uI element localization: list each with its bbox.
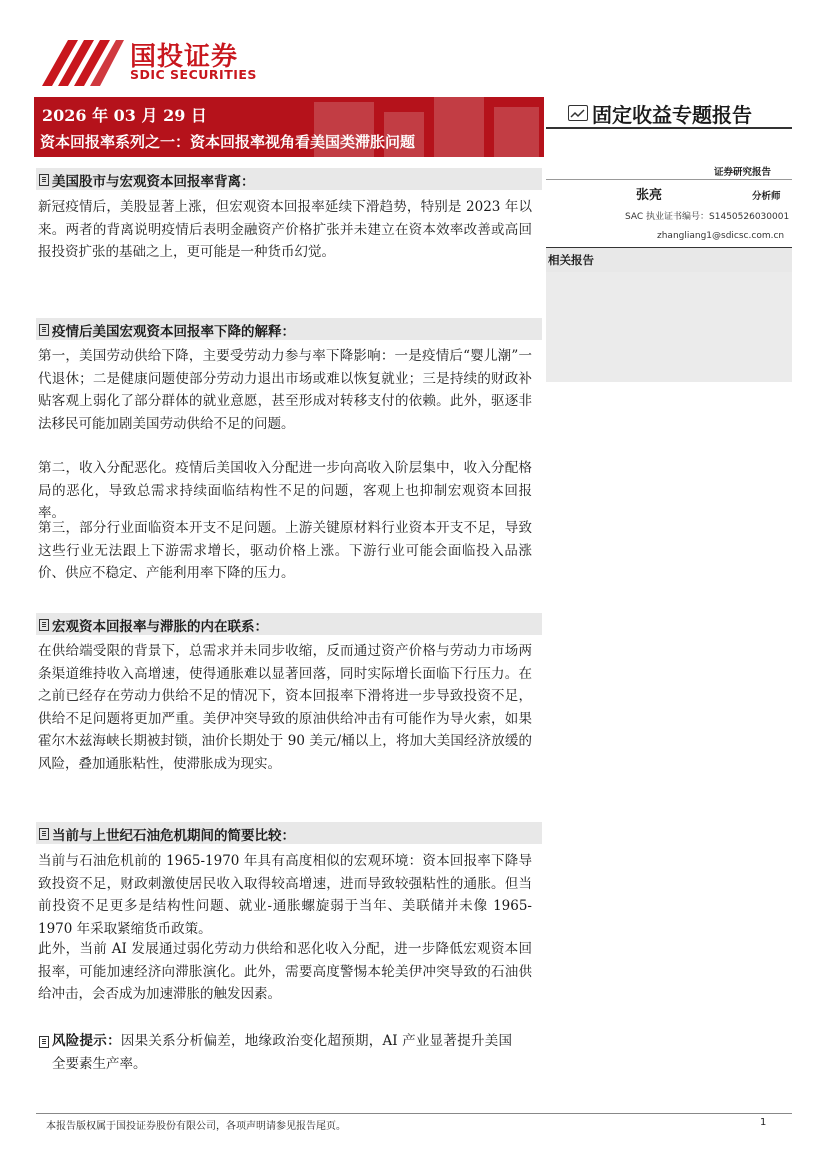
- section-heading: [36, 613, 542, 635]
- company-logo: [38, 36, 268, 92]
- related-reports-list: [546, 272, 792, 382]
- sac-number: SAC 执业证书编号：S1450526030001: [625, 212, 790, 222]
- document-icon: [39, 1036, 49, 1048]
- report-type-label: 固定收益专题报告: [592, 103, 752, 127]
- report-date: 2026 年 03 月 29 日: [42, 106, 207, 125]
- paragraph: 新冠疫情后，美股显著上涨，但宏观资本回报率延续下滑趋势，特别是 2023 年以来。两者的背离说明疫情后表明金融资产价格扩张并未建立在资本效率改善或高回报投资扩张的基础之上，更可能是一种货币幻觉。: [38, 199, 532, 260]
- analyst-email[interactable]: zhangliang1@sdicsc.com.cn: [657, 231, 785, 241]
- paragraph: 此外，当前 AI 发展通过弱化劳动力供给和恶化收入分配，进一步降低宏观资本回报率，可能加速经济向滞胀演化。此外，需要高度警惕本轮美伊冲突导致的石油供给冲击，会否成为加速滞胀的触发因素。: [38, 941, 532, 1002]
- analyst-name: 张亮: [636, 188, 663, 203]
- logo-chinese-name: 国投证券: [130, 42, 239, 72]
- risk-text: 因果关系分析偏差，地缘政治变化超预期，AI 产业显著提升美国全要素生产率。: [52, 1033, 513, 1072]
- paragraph: 在供给端受限的背景下，总需求并未同步收缩，反而通过资产价格与劳动力市场两条渠道维持收入高增速，使得通胀难以显著回落，同时实际增长面临下行压力。在之前已经存在劳动力供给不足的情况下，资本回报率下滑将进一步导致投资不足，供给不足问题将更加严重。美伊冲突导致的原油供给冲击有可能作为导火索，如果霍尔木兹海峡长期被封锁，油价长期处于 90 美元/桶以上，将加大美国经济放缓的风险，叠加通胀粘性，使滞胀成为现实。: [38, 643, 532, 772]
- paragraph: 当前与石油危机前的 1965-1970 年具有高度相似的宏观环境：资本回报率下降导致投资不足，财政刺激使居民收入取得较高增速，进而导致较强粘性的通胀。但当前投资不足更多是结构性问题、就业-通胀螺旋弱于当年、美联储并未像 1965-1970 年采取紧缩货币政策。: [38, 853, 532, 937]
- related-reports-header: [546, 247, 792, 272]
- page-number: 1: [760, 1117, 767, 1128]
- report-category: 证券研究报告: [714, 167, 772, 178]
- report-type-header: [568, 99, 794, 129]
- section-heading-text: 宏观资本回报率与滞胀的内在联系：: [52, 619, 268, 635]
- analyst-role: 分析师: [752, 191, 781, 202]
- report-banner: [34, 97, 544, 157]
- chart-icon: [568, 105, 588, 121]
- report-title: 资本回报率系列之一：资本回报率视角看美国类滞胀问题: [40, 133, 416, 151]
- logo-english-name: SDIC SECURITIES: [130, 67, 257, 82]
- footer-disclaimer: 本报告版权属于国投证券股份有限公司，各项声明请参见报告尾页。: [46, 1121, 346, 1132]
- section-heading-text: 疫情后美国宏观资本回报率下降的解释：: [52, 324, 295, 340]
- divider: [546, 179, 792, 180]
- section-heading: [36, 318, 542, 340]
- section-heading-text: 当前与上世纪石油危机期间的简要比较：: [52, 828, 295, 844]
- document-icon: [39, 324, 49, 336]
- related-reports-title: 相关报告: [548, 253, 594, 267]
- section-heading-text: 美国股市与宏观资本回报率背离：: [52, 174, 255, 190]
- section-heading: [36, 168, 542, 190]
- paragraph: 第二，收入分配恶化。疫情后美国收入分配进一步向高收入阶层集中，收入分配格局的恶化，导致总需求持续面临结构性不足的问题，客观上也抑制宏观资本回报率。: [38, 460, 532, 521]
- paragraph: 第三，部分行业面临资本开支不足问题。上游关键原材料行业资本开支不足，导致这些行业无法跟上下游需求增长，驱动价格上涨。下游行业可能会面临投入品涨价、供应不稳定、产能利用率下降的压力。: [38, 520, 532, 581]
- risk-paragraph: [52, 1030, 512, 1075]
- paragraph: 第一，美国劳动供给下降，主要受劳动力参与率下降影响：一是疫情后“婴儿潮”一代退休；二是健康问题使部分劳动力退出市场或难以恢复就业；三是持续的财政补贴客观上弱化了部分群体的就业意愿，甚至形成对转移支付的依赖。此外，驱逐非法移民可能加剧美国劳动供给不足的问题。: [38, 348, 532, 432]
- document-icon: [39, 619, 49, 631]
- section-heading: [36, 822, 542, 844]
- document-icon: [39, 828, 49, 840]
- footer-divider: [36, 1113, 792, 1114]
- divider: [546, 127, 792, 129]
- logo-mark-icon: [38, 36, 124, 92]
- document-icon: [39, 174, 49, 186]
- risk-label: 风险提示：: [52, 1033, 121, 1049]
